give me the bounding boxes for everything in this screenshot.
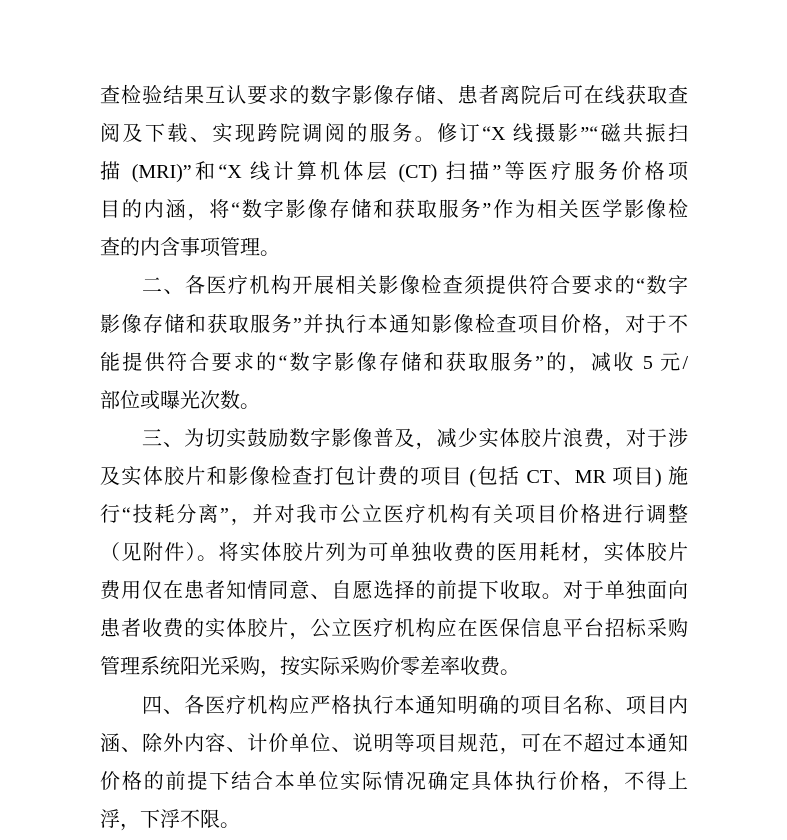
text-line: 患者收费的实体胶片，公立医疗机构应在医保信息平台招标采购 — [100, 618, 688, 641]
text-line: 查检验结果互认要求的数字影像存储、患者离院后可在线获取查 — [100, 85, 688, 107]
document-body — [100, 77, 688, 839]
text-line: 能提供符合要求的“数字影像存储和获取服务”的，减收 5 元/ — [100, 351, 688, 374]
paragraph-item-3 — [100, 420, 688, 687]
paragraph-item-4 — [100, 687, 688, 839]
text-line: 描 (MRI)”和“X 线计算机体层 (CT) 扫描”等医疗服务价格项 — [100, 161, 688, 184]
paragraph-item-2 — [100, 267, 688, 419]
text-line: 费用仅在患者知情同意、自愿选择的前提下收取。对于单独面向 — [100, 580, 688, 603]
text-line: 部位或曝光次数。 — [100, 389, 260, 412]
text-line: 影像存储和获取服务”并执行本通知影像检查项目价格，对于不 — [100, 313, 688, 336]
text-line: 及实体胶片和影像检查打包计费的项目 (包括 CT、MR 项目) 施 — [100, 465, 688, 488]
text-line: 三、为切实鼓励数字影像普及，减少实体胶片浪费，对于涉 — [142, 427, 688, 450]
text-line: 二、各医疗机构开展相关影像检查须提供符合要求的“数字 — [142, 275, 688, 298]
text-line: 行“技耗分离”，并对我市公立医疗机构有关项目价格进行调整 — [100, 504, 688, 527]
text-line: 目的内涵，将“数字影像存储和获取服务”作为相关医学影像检 — [100, 199, 688, 222]
text-line: 价格的前提下结合本单位实际情况确定具体执行价格，不得上 — [100, 770, 688, 793]
text-line: 浮，下浮不限。 — [100, 808, 240, 831]
text-line: 阅及下载、实现跨院调阅的服务。修订“X 线摄影”“磁共振扫 — [100, 123, 688, 146]
text-line: 查的内含事项管理。 — [100, 237, 280, 260]
text-line: 涵、除外内容、计价单位、说明等项目规范，可在不超过本通知 — [100, 732, 688, 755]
text-line: 管理系统阳光采购，按实际采购价零差率收费。 — [100, 656, 520, 679]
text-line: （见附件）。将实体胶片列为可单独收费的医用耗材，实体胶片 — [100, 542, 688, 565]
text-line: 四、各医疗机构应严格执行本通知明确的项目名称、项目内 — [142, 694, 688, 717]
paragraph-continued — [100, 77, 688, 267]
